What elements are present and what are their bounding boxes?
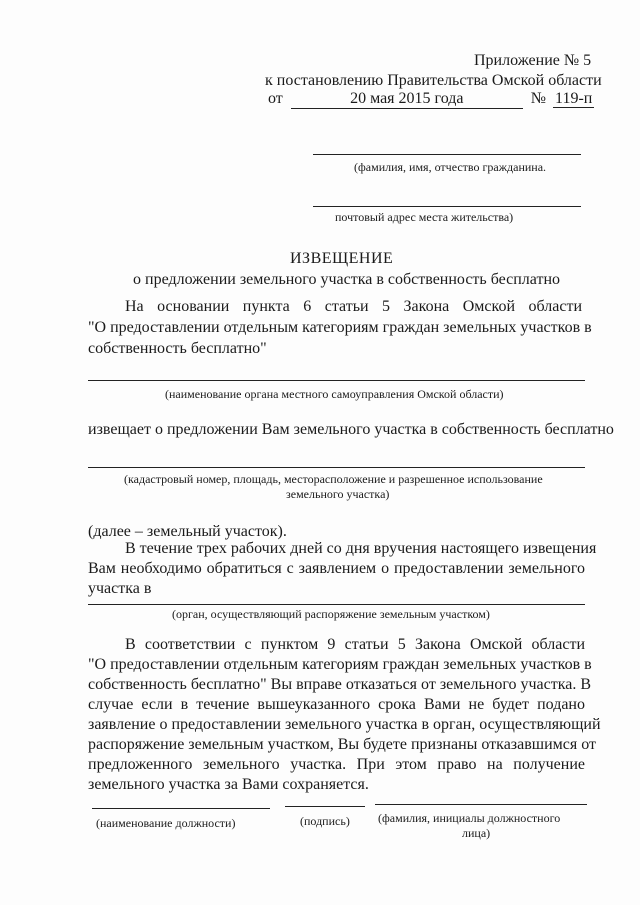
organ-line xyxy=(88,604,585,605)
position-caption: (наименование должности) xyxy=(96,816,236,830)
paragraph-3-line-7: предложенного земельного участка. При этом право на получение xyxy=(88,756,585,773)
paragraph-2-line-2: Вам необходимо обратиться с заявлением о предоставлении земельного xyxy=(88,560,585,577)
paragraph-3-line-2: "О предоставлении отдельным категориям граждан земельных участков в xyxy=(88,656,592,673)
plot-caption-line-1: (кадастровый номер, площадь, месторасположение и разрешенное использование xyxy=(124,472,543,486)
notifies-line: извещает о предложении Вам земельного участка в собственность бесплатно xyxy=(88,421,614,438)
resolution-reference: к постановлению Правительства Омской области xyxy=(265,72,602,89)
official-name-caption-line-1: (фамилия, инициалы должностного xyxy=(378,811,561,825)
signature-caption: (подпись) xyxy=(300,814,350,828)
document-subtitle: о предложении земельного участка в собственность бесплатно xyxy=(133,271,561,288)
paragraph-3-line-1: В соответствии с пунктом 9 статьи 5 Закона Омской области xyxy=(125,636,585,653)
paragraph-1-line-3: собственность бесплатно" xyxy=(88,340,267,357)
appendix-number: Приложение № 5 xyxy=(474,52,592,69)
organ-caption: (орган, осуществляющий распоряжение земельным участком) xyxy=(172,607,490,621)
paragraph-3-line-4: случае если в течение вышеуказанного срока Вами не будет подано xyxy=(88,696,585,713)
number-value: 119-п xyxy=(555,90,593,107)
paragraph-2-line-1: В течение трех рабочих дней со дня вручения настоящего извещения xyxy=(125,540,597,557)
date-prefix: от xyxy=(268,90,283,107)
authority-line xyxy=(88,380,585,381)
date-value xyxy=(291,90,523,109)
paragraph-3-line-3: собственность бесплатно" Вы вправе отказаться от земельного участка. В xyxy=(88,676,592,693)
recipient-name-caption: (фамилия, имя, отчество гражданина. xyxy=(354,160,547,174)
recipient-name-line xyxy=(313,154,581,155)
number-prefix: № xyxy=(530,90,547,107)
paragraph-3-line-5: заявление о предоставлении земельного участка в орган, осуществляющий xyxy=(88,716,601,733)
recipient-address-line xyxy=(313,206,581,207)
paragraph-3-line-8: земельного участка за Вами сохраняется. xyxy=(88,776,369,793)
paragraph-1-line-1: На основании пункта 6 статьи 5 Закона Омской области xyxy=(125,298,582,315)
plot-caption-line-2: земельного участка) xyxy=(286,487,390,501)
date-value-text: 20 мая 2015 года xyxy=(350,90,464,107)
authority-caption: (наименование органа местного самоуправления Омской области) xyxy=(165,387,504,401)
document-title: ИЗВЕЩЕНИЕ xyxy=(290,250,394,267)
signature-line xyxy=(285,806,365,807)
paragraph-1-line-2: "О предоставлении отдельным категориям граждан земельных участков в xyxy=(88,319,592,336)
hereinafter-line: (далее – земельный участок). xyxy=(88,523,287,540)
official-name-line xyxy=(375,804,587,805)
plot-line xyxy=(88,467,585,468)
paragraph-3-line-6: распоряжение земельным участком, Вы будете признаны отказавшимся от xyxy=(88,736,597,753)
resolution-date-line xyxy=(268,90,594,109)
paragraph-2-line-3: участка в xyxy=(88,580,152,597)
recipient-address-caption: почтовый адрес места жительства) xyxy=(335,210,514,224)
position-line xyxy=(92,808,270,809)
official-name-caption-line-2: лица) xyxy=(462,826,491,840)
